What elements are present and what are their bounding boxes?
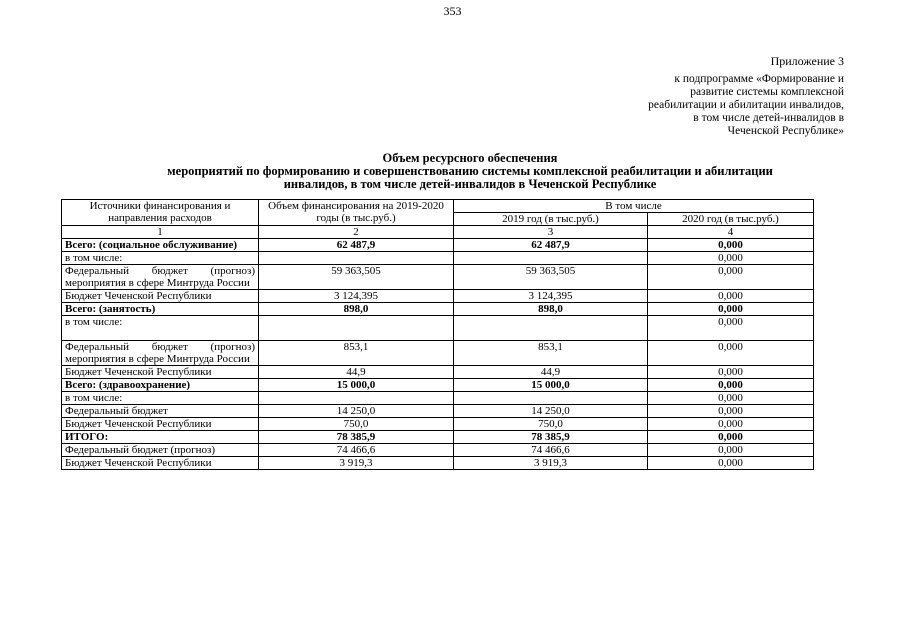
- total-cell: 74 466,6: [259, 444, 454, 457]
- year-2019-cell: [454, 316, 648, 341]
- table-row: [62, 265, 814, 290]
- source-cell: Всего: (здравоохранение): [62, 379, 259, 392]
- table-row: [62, 418, 814, 431]
- total-cell: 62 487,9: [259, 239, 454, 252]
- header-total: Объем финансирования на 2019-2020 годы (в тыс.руб.): [259, 200, 454, 226]
- source-cell: Бюджет Чеченской Республики: [62, 418, 259, 431]
- appendix-subtitle-line: развитие системы комплексной: [690, 86, 844, 98]
- year-2020-cell: 0,000: [648, 457, 814, 470]
- year-2020-cell: 0,000: [648, 341, 814, 366]
- source-cell: Всего: (занятость): [62, 303, 259, 316]
- table-row: [62, 457, 814, 470]
- total-cell: 44,9: [259, 366, 454, 379]
- total-cell: [259, 252, 454, 265]
- year-2020-cell: 0,000: [648, 316, 814, 341]
- table-body: [62, 239, 814, 470]
- source-cell: Федеральный бюджет (прогноз) мероприятия в сфере Минтруда России: [62, 341, 259, 366]
- year-2020-cell: 0,000: [648, 431, 814, 444]
- appendix-subtitle-line: Чеченской Республике»: [727, 125, 844, 137]
- year-2019-cell: 750,0: [454, 418, 648, 431]
- total-cell: [259, 392, 454, 405]
- year-2020-cell: 0,000: [648, 418, 814, 431]
- table-row: [62, 444, 814, 457]
- table-row: [62, 303, 814, 316]
- heading-line: инвалидов, в том числе детей-инвалидов в Чеченской Республике: [283, 177, 657, 191]
- year-2019-cell: 59 363,505: [454, 265, 648, 290]
- year-2020-cell: 0,000: [648, 405, 814, 418]
- total-cell: 78 385,9: [259, 431, 454, 444]
- header-2020: 2020 год (в тыс.руб.): [648, 213, 814, 226]
- source-cell: ИТОГО:: [62, 431, 259, 444]
- year-2019-cell: 62 487,9: [454, 239, 648, 252]
- source-cell: Федеральный бюджет: [62, 405, 259, 418]
- source-cell: Федеральный бюджет (прогноз): [62, 444, 259, 457]
- table-row: [62, 316, 814, 341]
- total-cell: 59 363,505: [259, 265, 454, 290]
- year-2020-cell: 0,000: [648, 303, 814, 316]
- column-number: 2: [259, 226, 454, 239]
- year-2020-cell: 0,000: [648, 366, 814, 379]
- source-cell: Федеральный бюджет (прогноз) мероприятия в сфере Минтруда России: [62, 265, 259, 290]
- source-cell: в том числе:: [62, 252, 259, 265]
- table-row: [62, 239, 814, 252]
- year-2020-cell: 0,000: [648, 265, 814, 290]
- total-cell: 898,0: [259, 303, 454, 316]
- heading-line: Объем ресурсного обеспечения: [382, 151, 558, 165]
- document-heading: [100, 152, 840, 191]
- year-2020-cell: 0,000: [648, 290, 814, 303]
- appendix-subtitle-line: к подпрограмме «Формирование и: [674, 73, 844, 85]
- source-cell: Бюджет Чеченской Республики: [62, 366, 259, 379]
- year-2019-cell: [454, 252, 648, 265]
- year-2019-cell: [454, 392, 648, 405]
- table-row: [62, 366, 814, 379]
- source-cell: Бюджет Чеченской Республики: [62, 457, 259, 470]
- total-cell: [259, 316, 454, 341]
- column-number: 4: [648, 226, 814, 239]
- column-number: 3: [454, 226, 648, 239]
- total-cell: 750,0: [259, 418, 454, 431]
- year-2020-cell: 0,000: [648, 444, 814, 457]
- source-cell: Всего: (социальное обслуживание): [62, 239, 259, 252]
- source-cell: в том числе:: [62, 316, 259, 341]
- total-cell: 3 124,395: [259, 290, 454, 303]
- total-cell: 14 250,0: [259, 405, 454, 418]
- header-sources: Источники финансирования и направления расходов: [62, 200, 259, 226]
- total-cell: 3 919,3: [259, 457, 454, 470]
- year-2019-cell: 898,0: [454, 303, 648, 316]
- total-cell: 853,1: [259, 341, 454, 366]
- header-group: В том числе: [454, 200, 814, 213]
- appendix-subtitle-line: реабилитации и абилитации инвалидов,: [648, 99, 844, 111]
- table-row: [62, 252, 814, 265]
- table-row: [62, 290, 814, 303]
- year-2020-cell: 0,000: [648, 239, 814, 252]
- appendix-title: Приложение 3: [770, 54, 844, 68]
- heading-line: мероприятий по формированию и совершенствованию системы комплексной реабилитации и абилитации: [167, 164, 773, 178]
- header-2019: 2019 год (в тыс.руб.): [454, 213, 648, 226]
- year-2020-cell: 0,000: [648, 392, 814, 405]
- appendix-subtitle: [584, 73, 844, 138]
- year-2019-cell: 78 385,9: [454, 431, 648, 444]
- year-2019-cell: 3 124,395: [454, 290, 648, 303]
- table-row: [62, 341, 814, 366]
- table-row: [62, 405, 814, 418]
- table-row: [62, 379, 814, 392]
- year-2019-cell: 853,1: [454, 341, 648, 366]
- source-cell: Бюджет Чеченской Республики: [62, 290, 259, 303]
- table-row: [62, 392, 814, 405]
- year-2019-cell: 44,9: [454, 366, 648, 379]
- table-row: [62, 431, 814, 444]
- source-cell: в том числе:: [62, 392, 259, 405]
- year-2019-cell: 3 919,3: [454, 457, 648, 470]
- year-2019-cell: 15 000,0: [454, 379, 648, 392]
- column-number: 1: [62, 226, 259, 239]
- page-number: 353: [443, 4, 462, 18]
- appendix-subtitle-line: в том числе детей-инвалидов в: [693, 112, 844, 124]
- financing-table: [61, 199, 814, 470]
- year-2019-cell: 14 250,0: [454, 405, 648, 418]
- year-2020-cell: 0,000: [648, 379, 814, 392]
- total-cell: 15 000,0: [259, 379, 454, 392]
- year-2020-cell: 0,000: [648, 252, 814, 265]
- year-2019-cell: 74 466,6: [454, 444, 648, 457]
